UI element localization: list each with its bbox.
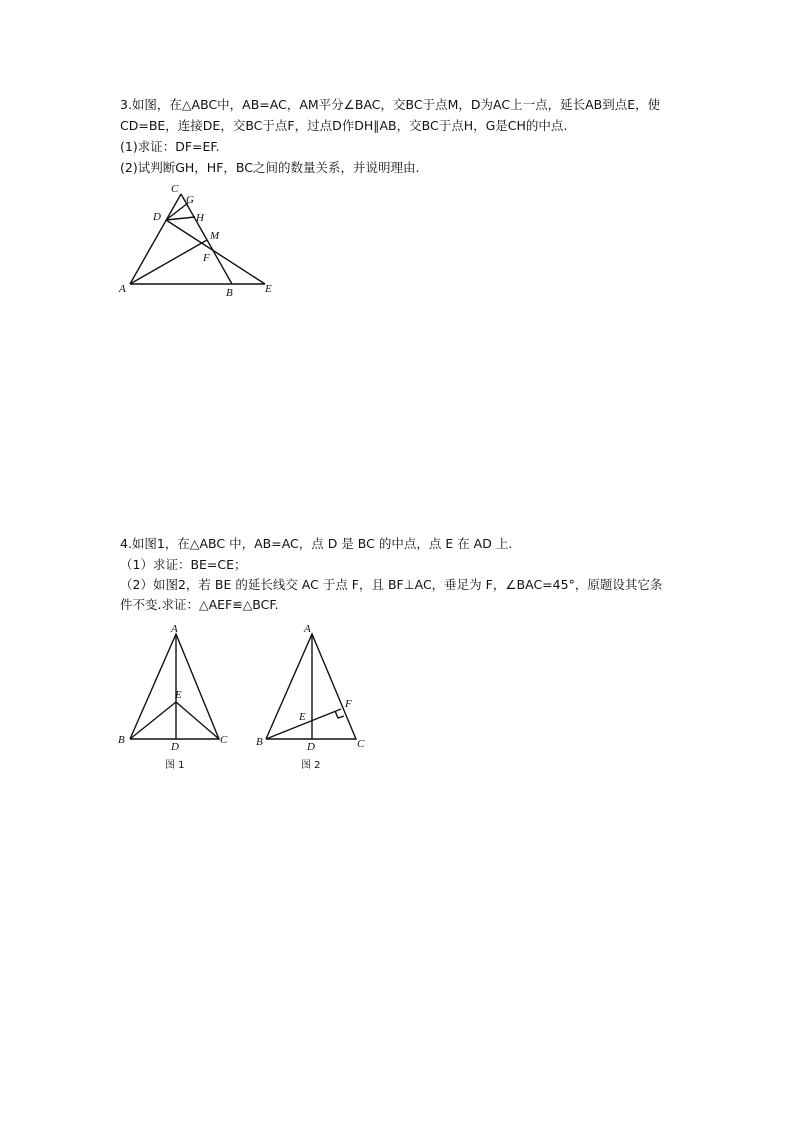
label-F: F xyxy=(345,698,352,710)
problem3-line4: (2)试判断GH，HF，BC之间的数量关系，并说明理由. xyxy=(120,160,420,175)
label-D: D xyxy=(307,741,315,753)
figure1-caption: 图 1 xyxy=(165,760,185,771)
label-A: A xyxy=(304,623,311,635)
label-M: M xyxy=(210,230,220,242)
right-angle-mark xyxy=(335,711,344,718)
problem3-line1: 3.如图，在△ABC中，AB=AC，AM平分∠BAC，交BC于点M，D为AC上一点，延长AB到点E，使 xyxy=(120,97,661,112)
label-A: A xyxy=(119,283,126,295)
figure2-caption: 图 2 xyxy=(301,760,321,771)
label-H: H xyxy=(196,212,204,224)
problem3-line2: CD=BE，连接DE，交BC于点F，过点D作DH∥AB，交BC于点H，G是CH的中点. xyxy=(120,118,568,133)
problem4-line1: 4.如图1，在△ABC 中，AB=AC，点 D 是 BC 的中点，点 E 在 AD 上. xyxy=(120,536,513,551)
label-C: C xyxy=(220,734,228,746)
label-B: B xyxy=(226,287,233,299)
label-B: B xyxy=(256,736,263,748)
label-C: C xyxy=(171,183,179,195)
label-F: F xyxy=(203,252,210,264)
label-E: E xyxy=(299,711,306,723)
problem4-line3: （2）如图2，若 BE 的延长线交 AC 于点 F，且 BF⊥AC，垂足为 F，∠BAC=45°，原题设其它条 xyxy=(120,577,663,592)
problem3-line3: (1)求证：DF=EF. xyxy=(120,139,220,154)
label-D: D xyxy=(153,211,161,223)
label-G: G xyxy=(186,194,194,206)
problem4-line2: （1）求证：BE=CE； xyxy=(120,557,247,572)
label-E: E xyxy=(175,689,182,701)
label-D: D xyxy=(171,741,179,753)
triangle-ABC xyxy=(266,634,356,739)
label-E: E xyxy=(265,283,272,295)
label-C: C xyxy=(357,738,365,750)
label-B: B xyxy=(118,734,125,746)
label-A: A xyxy=(171,623,178,635)
problem4-line4: 件不变.求证：△AEF≌△BCF. xyxy=(120,597,279,612)
